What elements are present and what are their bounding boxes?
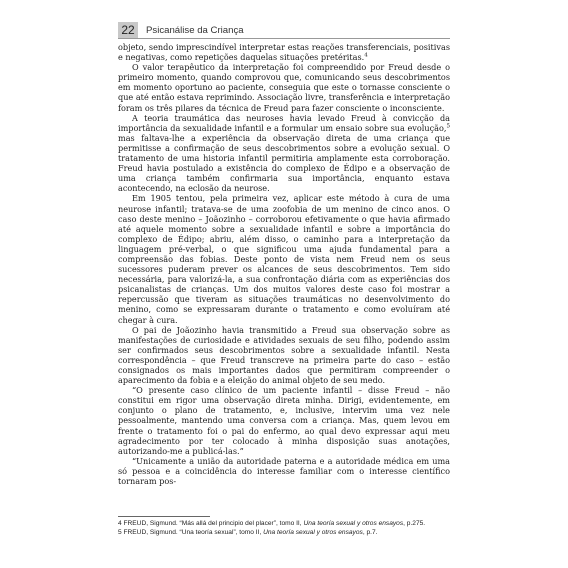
footnote-5-tail: , p.7.: [362, 529, 378, 536]
footnotes: [118, 519, 458, 537]
paragraph-3-text-a: A teoria traumática das neuroses havia levado Freud à convicção da importância da sexualidade infantil e a formular um ensaio sobre sua evolução,: [118, 112, 450, 133]
footnote-5-lead: 5 FREUD, Sigmund. “Una teoría sexual”, tomo II,: [118, 529, 264, 536]
footnote-4-title: Una teoría sexual y otros ensayos: [303, 520, 404, 527]
paragraph-5: O pai de Joãozinho havia transmitido a Freud sua observação sobre as manifestações de curiosidade e atividades sexuais de seu filho, podendo assim ser confirmados seus descobrimentos sobre a sexualidade infantil. Nesta correspondência – que Freud transcreve na primeira parte do caso – estão consignados os mais importantes dados que permitiram compreender o aparecimento da fobia e a eleição do animal objeto de seu medo.: [118, 324, 450, 386]
page-header: [118, 22, 450, 38]
page-number: 22: [118, 22, 138, 38]
paragraph-1: [118, 42, 450, 62]
paragraph-3: [118, 113, 450, 194]
paragraph-7: “Unicamente a união da autoridade paterna e a autoridade médica em uma só pessoa e a coincidência do interesse familiar com o interesse científico tornaram pos-: [118, 455, 450, 487]
footnote-ref-5[interactable]: 5: [446, 123, 450, 130]
footnote-5: [118, 528, 458, 537]
paragraph-2: O valor terapêutico da interpretação foi compreendido por Freud desde o primeiro momento, quando comprovou que, comunicando seus descobrimentos em momento oportuno ao paciente, conseguia que este o tornasse consciente o que até então estava reprimindo. Associação livre, transferência e interpretação foram os três pilares da técnica de Freud para fazer consciente o inconsciente.: [118, 62, 450, 113]
footnote-4-lead: 4 FREUD, Sigmund. “Más allá del principio del placer”, tomo II,: [118, 520, 304, 527]
footnote-4-tail: , p.275.: [403, 520, 426, 527]
footnote-divider: [118, 516, 210, 517]
header-divider: [118, 38, 450, 39]
footnote-5-title: Una teoría sexual y otros ensayos: [263, 529, 363, 536]
paragraph-3-text-b: mas faltava-lhe a experiência da observação direta de uma criança que permitisse a confirmação de seus descobrimentos sobre a evolução sexual. O tratamento de uma historia infantil permitiria amplamente esta corroboração. Freud havia postulado a existência do complexo de Édipo e a observação de uma criança também confirmaria sua importância, enquanto estava acontecendo, na eclosão da neurose.: [118, 132, 450, 194]
footnote-ref-4[interactable]: 4: [364, 52, 368, 59]
footnote-4: [118, 519, 458, 528]
body-text: [118, 42, 450, 486]
paragraph-6: “O presente caso clínico de um paciente infantil – disse Freud – não constitui em rigor uma observação direta minha. Dirigi, evidentemente, em conjunto o plano de tratamento, e, inclusive, intervim uma vez nele pessoalmente, mantendo uma conversa com a criança. Mas, quem levou em frente o tratamento foi o pai do enfermo, ao qual devo expressar aqui meu agradecimento por ter colocado à minha disposição suas anotações, autorizando-me a publicá-las.”: [118, 385, 450, 456]
paragraph-4: Em 1905 tentou, pela primeira vez, aplicar este método à cura de uma neurose infantil; tratava-se de uma zoofobia de um menino de cinco anos. O caso deste menino – Joãozinho – corroborou efetivamente o que havia afirmado até aquele momento sobre a sexualidade infantil e sobre a importância do complexo de Édipo; abriu, além disso, o caminho para a interpretação da linguagem pré-verbal, o que significou uma ajuda fundamental para a compreensão das fobias. Deste ponto de vista nem Freud nem os seus sucessores puderam prever os alcances de seus descobrimentos. Tem sido necessária, para valorizá-la, a sua confrontação diária com as experiências dos psicanalistas de crianças. Um dos muitos valores deste caso foi mostrar a repercussão que tiveram as situações traumáticas no desenvolvimento do menino, como se expressaram durante o tratamento e como evoluíram até chegar à cura.: [118, 193, 450, 325]
paragraph-1-text: objeto, sendo imprescindível interpretar estas reações transferenciais, positivas e negativas, como repetições daquelas situações pretéritas.: [118, 42, 450, 63]
running-title: Psicanálise da Criança: [146, 24, 244, 36]
